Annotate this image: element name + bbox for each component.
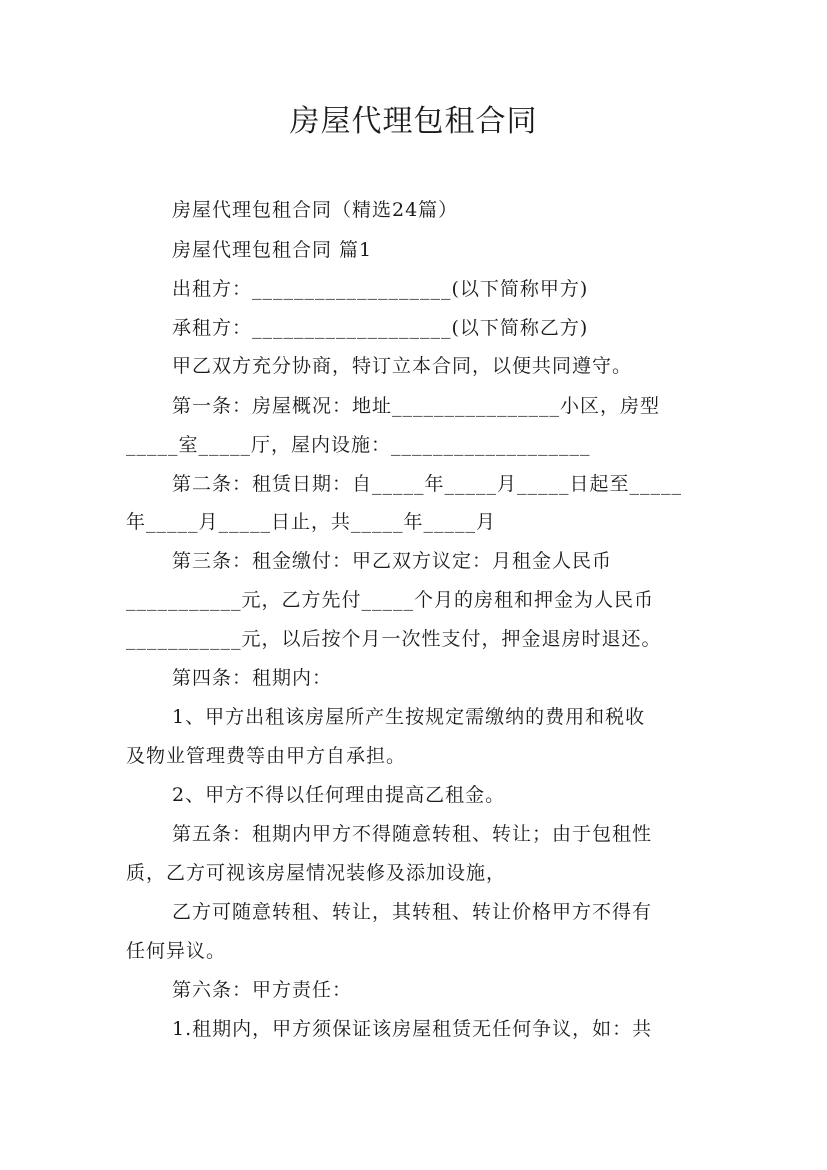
clause-3-line: ___________元，乙方先付_____个月的房租和押金为人民币 — [126, 589, 655, 611]
clause-5-line: 乙方可随意转租、转让，其转租、转让价格甲方不得有 — [172, 901, 653, 923]
clause-5-line: 任何异议。 — [126, 940, 227, 962]
clause-4-item: 2、甲方不得以任何理由提高乙租金。 — [172, 784, 506, 806]
clause-3-line: ___________元，以后按个月一次性支付，押金退房时退还。 — [126, 628, 662, 650]
clause-2-line: 年_____月_____日止，共_____年_____月 — [126, 511, 497, 533]
clause-6-item: 1.租期内，甲方须保证该房屋租赁无任何争议，如：共 — [172, 1018, 653, 1040]
clause-6-heading: 第六条：甲方责任： — [172, 979, 353, 1001]
clause-5-line: 第五条：租期内甲方不得随意转租、转让；由于包租性 — [172, 823, 653, 845]
clause-1-line: 第一条：房屋概况：地址________________小区，房型 — [172, 395, 661, 417]
clause-4-item: 1、甲方出租该房屋所产生按规定需缴纳的费用和税收 — [172, 706, 646, 728]
document-subtitle: 房屋代理包租合同（精选24篇） — [172, 199, 459, 221]
lessee-field: 承租方：___________________(以下简称乙方) — [172, 317, 589, 339]
clause-1-line: _____室_____厅，屋内设施：___________________ — [126, 434, 591, 456]
clause-2-line: 第二条：租赁日期：自_____年_____月_____日起至_____ — [172, 473, 683, 495]
clause-4-heading: 第四条：租期内： — [172, 667, 333, 689]
document-title: 房屋代理包租合同 — [289, 104, 538, 139]
lessor-field: 出租方：___________________(以下简称甲方) — [172, 278, 589, 300]
paragraph-line: 甲乙双方充分协商，特订立本合同，以便共同遵守。 — [172, 355, 633, 377]
clause-5-line: 质，乙方可视该房屋情况装修及添加设施， — [126, 862, 507, 884]
clause-4-item: 及物业管理费等由甲方自承担。 — [126, 745, 407, 767]
clause-3-line: 第三条：租金缴付：甲乙双方议定：月租金人民币 — [172, 550, 613, 572]
section-heading: 房屋代理包租合同 篇1 — [172, 239, 373, 261]
